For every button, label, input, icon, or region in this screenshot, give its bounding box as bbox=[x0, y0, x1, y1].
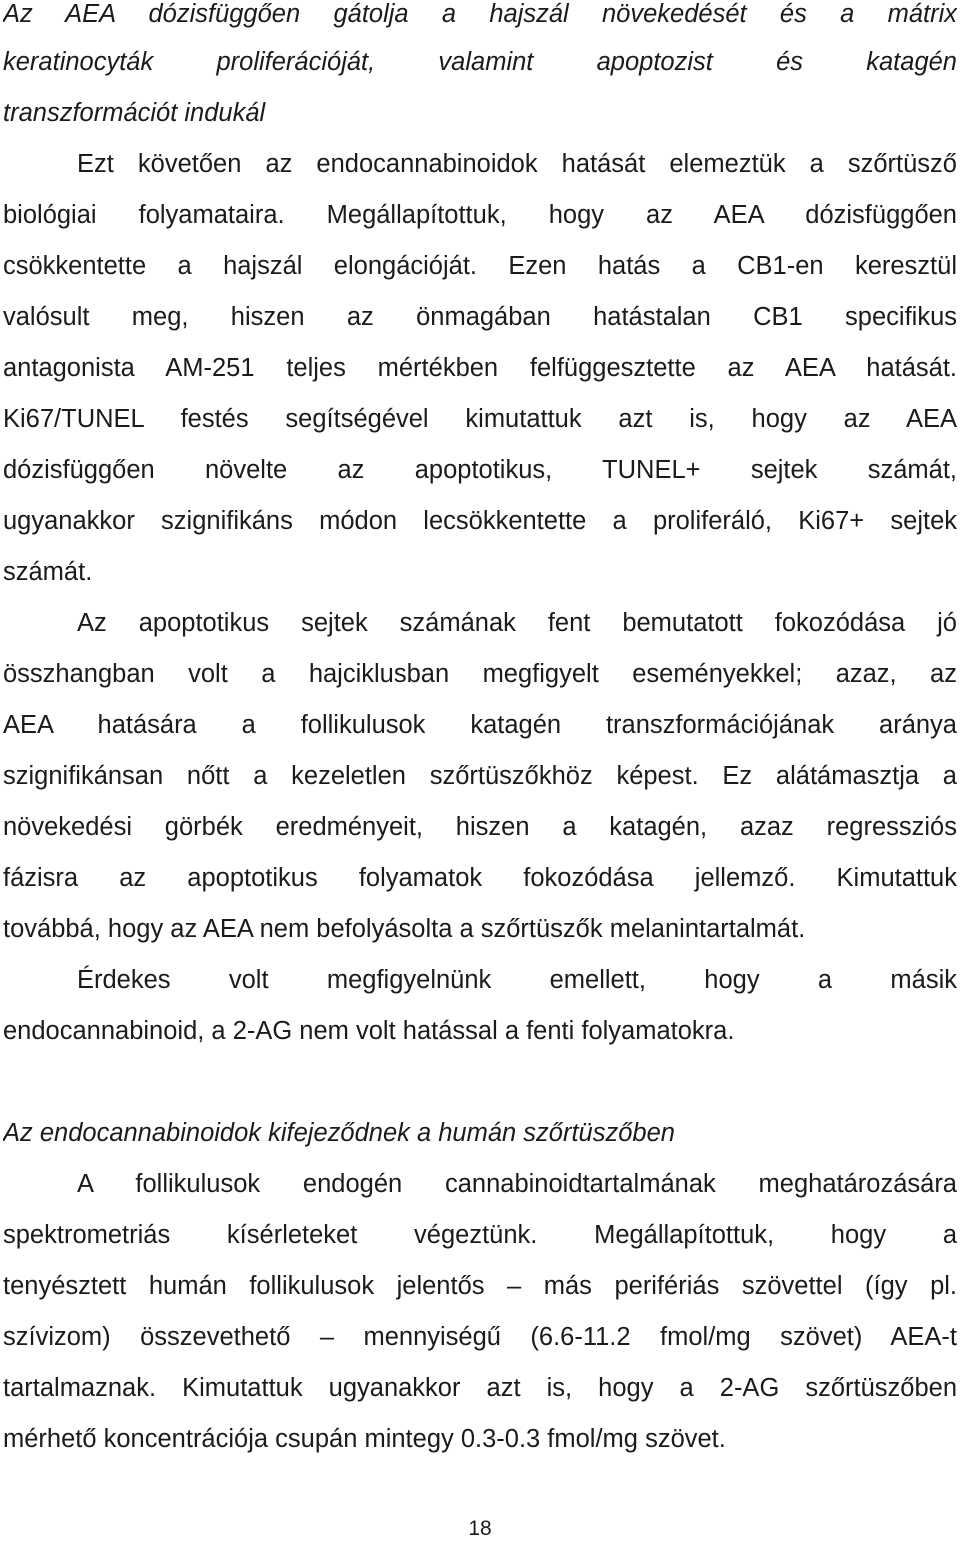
section-heading: Az endocannabinoidok kifejeződnek a humán szőrtüszőben bbox=[3, 1119, 675, 1147]
paragraph-line: valósult meg, hiszen az önmagában hatástalan CB1 specifikus bbox=[3, 303, 957, 331]
paragraph-line: AEA hatására a follikulusok katagén transzformációjának aránya bbox=[3, 711, 957, 739]
paragraph-line: Érdekes volt megfigyelnünk emellett, hogy a másik bbox=[77, 966, 957, 994]
italic-summary-line: Az AEA dózisfüggően gátolja a hajszál növekedését és a mátrix bbox=[3, 0, 957, 28]
paragraph-line: továbbá, hogy az AEA nem befolyásolta a szőrtüszők melanintartalmát. bbox=[3, 915, 806, 943]
page-number: 18 bbox=[468, 1517, 492, 1540]
paragraph-line: tartalmaznak. Kimutattuk ugyanakkor azt is, hogy a 2-AG szőrtüszőben bbox=[3, 1374, 957, 1402]
paragraph-line: biológiai folyamataira. Megállapítottuk, hogy az AEA dózisfüggően bbox=[3, 201, 957, 229]
paragraph-line: csökkentette a hajszál elongációját. Ezen hatás a CB1-en keresztül bbox=[3, 252, 957, 280]
italic-summary-line: transzformációt indukál bbox=[3, 99, 266, 127]
italic-summary-line: keratinocyták proliferációját, valamint apoptozist és katagén bbox=[3, 48, 957, 76]
paragraph-line: mérhető koncentrációja csupán mintegy 0.3-0.3 fmol/mg szövet. bbox=[3, 1425, 726, 1453]
paragraph-line: dózisfüggően növelte az apoptotikus, TUNEL+ sejtek számát, bbox=[3, 456, 957, 484]
paragraph-line: ugyanakkor szignifikáns módon lecsökkentette a proliferáló, Ki67+ sejtek bbox=[3, 507, 957, 535]
paragraph-line: növekedési görbék eredményeit, hiszen a katagén, azaz regressziós bbox=[3, 813, 957, 841]
paragraph-line: A follikulusok endogén cannabinoidtartalmának meghatározására bbox=[77, 1170, 957, 1198]
paragraph-line: szignifikánsan nőtt a kezeletlen szőrtüszőkhöz képest. Ez alátámasztja a bbox=[3, 762, 957, 790]
paragraph-line: antagonista AM-251 teljes mértékben felfüggesztette az AEA hatását. bbox=[3, 354, 957, 382]
paragraph-line: Ki67/TUNEL festés segítségével kimutattuk azt is, hogy az AEA bbox=[3, 405, 957, 433]
paragraph-line: endocannabinoid, a 2-AG nem volt hatással a fenti folyamatokra. bbox=[3, 1017, 735, 1045]
paragraph-line: Ezt követően az endocannabinoidok hatását elemeztük a szőrtüsző bbox=[77, 150, 957, 178]
paragraph-line: Az apoptotikus sejtek számának fent bemutatott fokozódása jó bbox=[77, 609, 957, 637]
paragraph-line: fázisra az apoptotikus folyamatok fokozódása jellemző. Kimutattuk bbox=[3, 864, 957, 892]
paragraph-line: összhangban volt a hajciklusban megfigyelt eseményekkel; azaz, az bbox=[3, 660, 957, 688]
paragraph-line: tenyésztett humán follikulusok jelentős – más perifériás szövettel (így pl. bbox=[3, 1272, 957, 1300]
paragraph-line: szívizom) összevethető – mennyiségű (6.6-11.2 fmol/mg szövet) AEA-t bbox=[3, 1323, 957, 1351]
paragraph-line: spektrometriás kísérleteket végeztünk. Megállapítottuk, hogy a bbox=[3, 1221, 957, 1249]
paragraph-line: számát. bbox=[3, 558, 93, 586]
